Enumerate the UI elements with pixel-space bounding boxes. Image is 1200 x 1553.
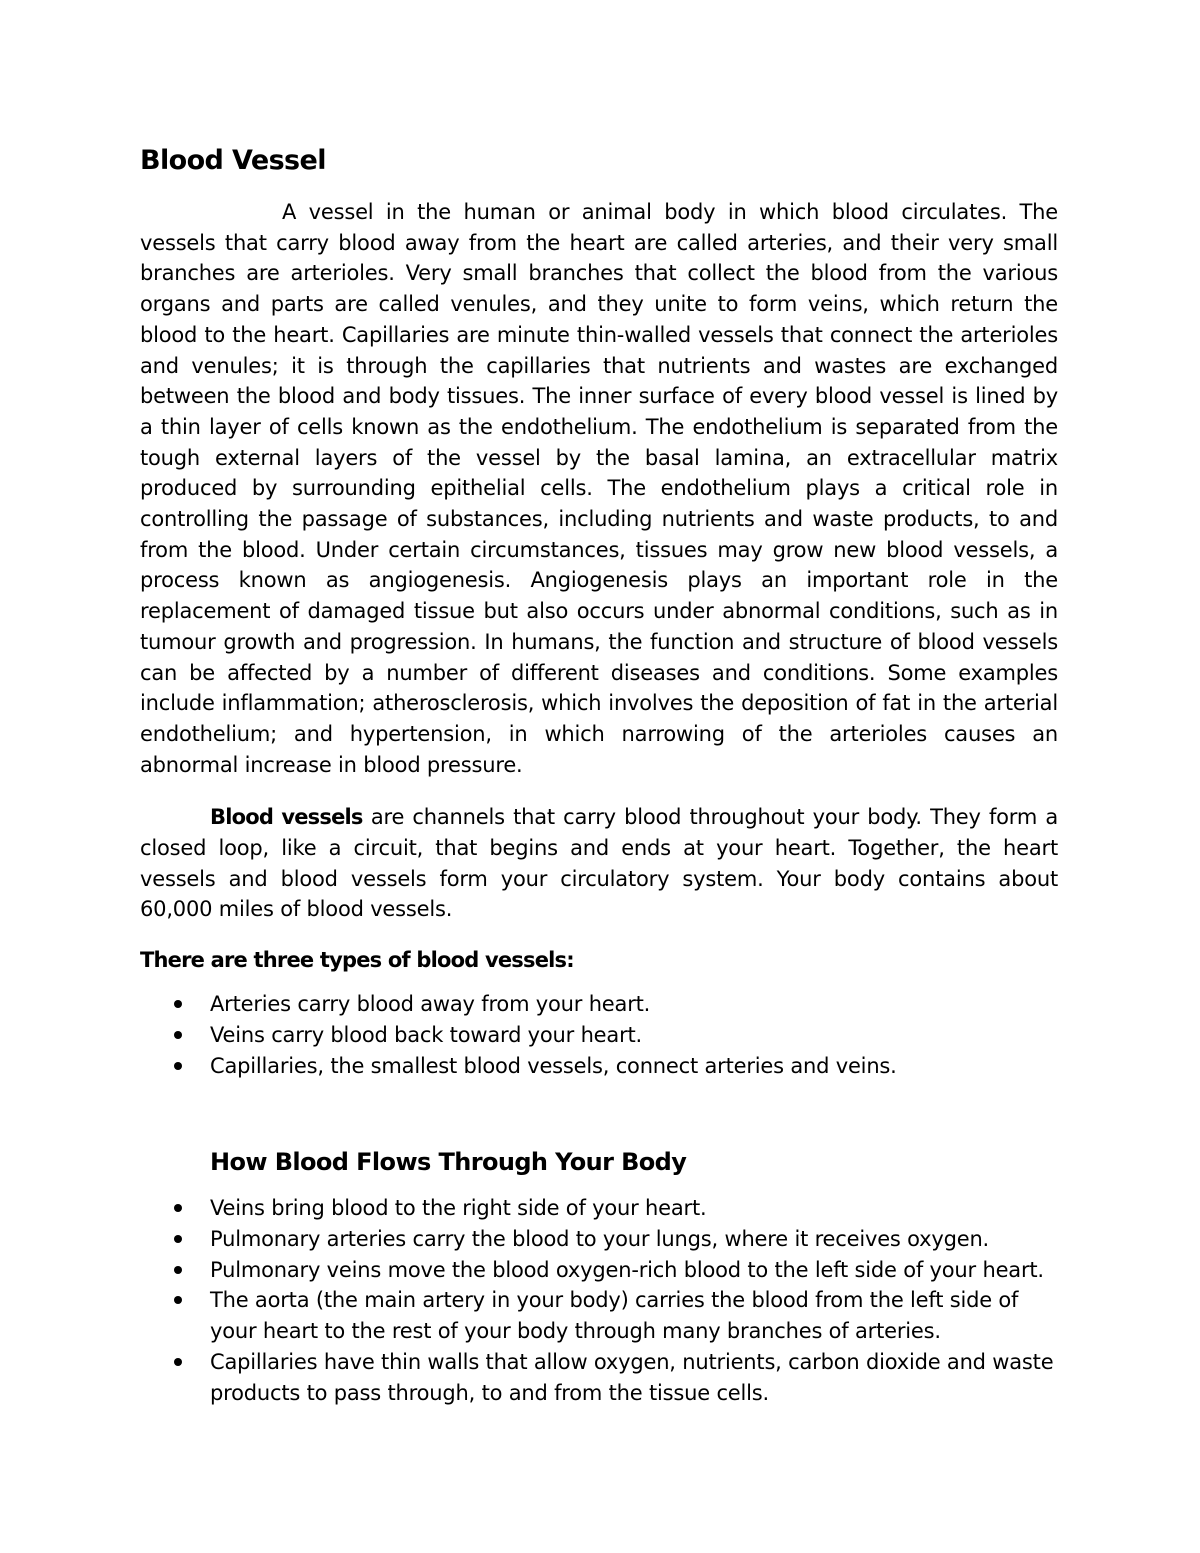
list-item: [140, 1020, 1058, 1051]
list-item-text: Arteries carry blood away from your heart.: [210, 992, 651, 1017]
list-item: [140, 1347, 1058, 1408]
list-item: [140, 989, 1058, 1020]
flow-heading: How Blood Flows Through Your Body: [210, 1148, 687, 1177]
flow-list: [140, 1193, 1058, 1408]
list-item: [140, 1285, 1058, 1346]
definition-paragraph: A vessel in the human or animal body in which blood circulates. The vessels that carry blood away from the heart are called arteries, and their very small branches are arterioles. Very small branches that collect the blood from the various organs and parts are called venules, and they unite to form veins, which return the blood to the heart. Capillaries are minute thin-walled vessels that connect the arterioles and venules; it is through the capillaries that nutrients and wastes are exchanged between the blood and body tissues. The inner surface of every blood vessel is lined by a thin layer of cells known as the endothelium. The endothelium is separated from the tough external layers of the vessel by the basal lamina, an extracellular matrix produced by surrounding epithelial cells. The endothelium plays a critical role in controlling the passage of substances, including nutrients and waste products, to and from the blood. Under certain circumstances, tissues may grow new blood vessels, a process known as angiogenesis. Angiogenesis plays an important role in the replacement of damaged tissue but also occurs under abnormal conditions, such as in tumour growth and progression. In humans, the function and structure of blood vessels can be affected by a number of different diseases and conditions. Some examples include inflammation; atherosclerosis, which involves the deposition of fat in the arterial endothelium; and hypertension, in which narrowing of the arterioles causes an abnormal increase in blood pressure.: [140, 200, 1058, 777]
list-item-text: The aorta (the main artery in your body) carries the blood from the left side of your heart to the rest of your body through many branches of arteries.: [210, 1288, 1019, 1344]
list-item: [140, 1051, 1058, 1082]
list-item-text: Veins carry blood back toward your heart.: [210, 1022, 643, 1047]
types-heading: There are three types of blood vessels:: [140, 948, 574, 973]
overview-text: are channels that carry blood throughout your body. They form a closed loop, like a circuit, that begins and ends at your heart. Together, the heart vessels and blood vessels form your circulatory system. Your body contains about 60,000 miles of blood vessels.: [140, 805, 1059, 922]
document-content: [140, 142, 1058, 1408]
bullet-icon: [174, 1235, 182, 1243]
list-item: [140, 1193, 1058, 1224]
list-item-text: Capillaries have thin walls that allow oxygen, nutrients, carbon dioxide and waste products to pass through, to and from the tissue cells.: [210, 1349, 1054, 1405]
overview-paragraph: [140, 802, 1058, 925]
bullet-icon: [174, 1204, 182, 1212]
overview-bold-term: Blood vessels: [210, 805, 363, 830]
bullet-icon: [174, 1358, 182, 1366]
list-item-text: Pulmonary veins move the blood oxygen-rich blood to the left side of your heart.: [210, 1257, 1044, 1282]
document-title: Blood Vessel: [140, 145, 326, 176]
bullet-icon: [174, 1031, 182, 1039]
list-item-text: Veins bring blood to the right side of your heart.: [210, 1196, 707, 1221]
types-list: [140, 989, 1058, 1081]
bullet-icon: [174, 1062, 182, 1070]
list-item: [140, 1255, 1058, 1286]
bullet-icon: [174, 1296, 182, 1304]
bullet-icon: [174, 1266, 182, 1274]
list-item: [140, 1224, 1058, 1255]
list-item-text: Capillaries, the smallest blood vessels, connect arteries and veins.: [210, 1053, 897, 1078]
bullet-icon: [174, 1000, 182, 1008]
list-item-text: Pulmonary arteries carry the blood to your lungs, where it receives oxygen.: [210, 1226, 990, 1251]
